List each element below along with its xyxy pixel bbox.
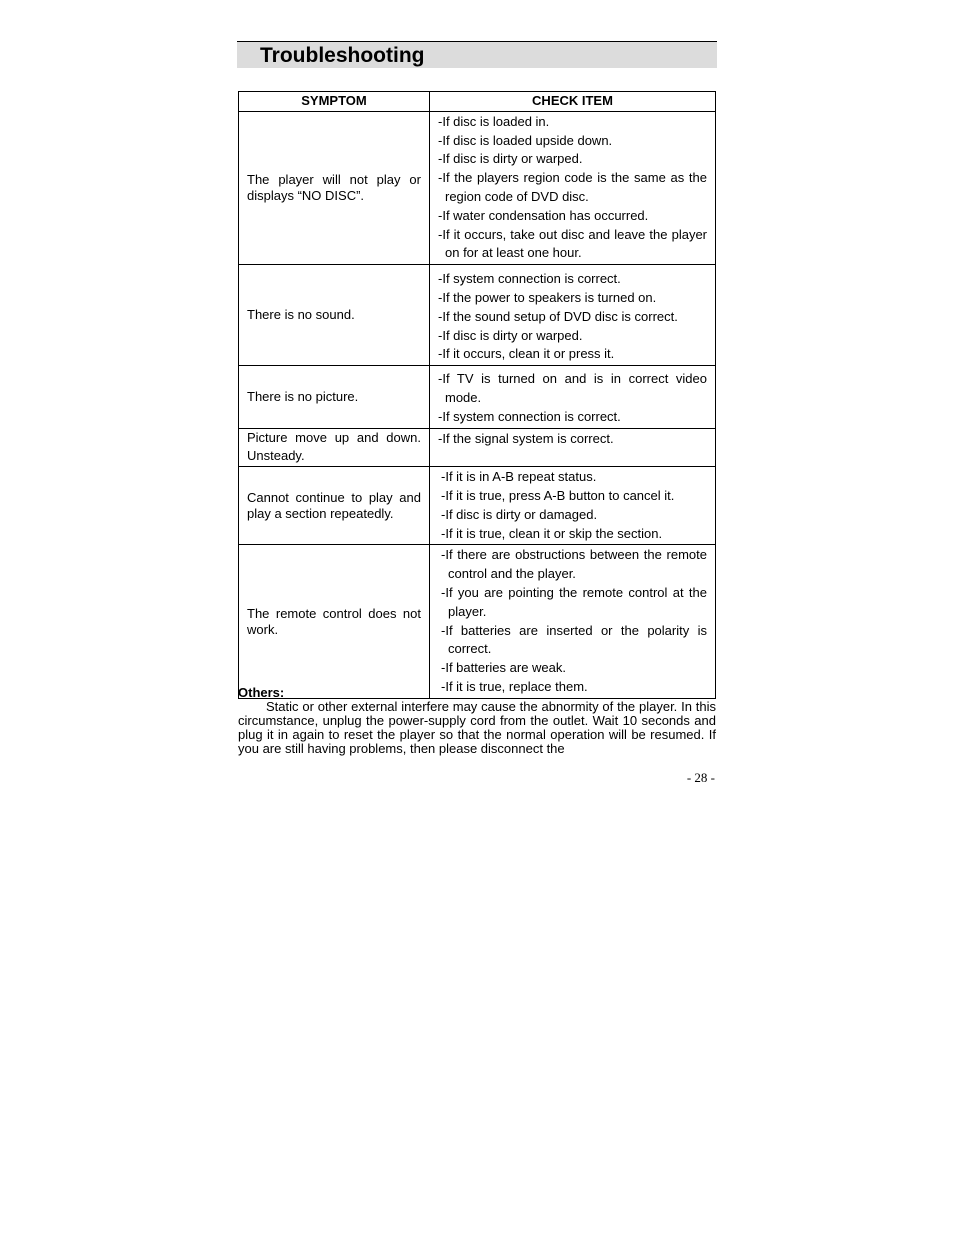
- check-item-column-header: CHECK ITEM: [430, 92, 716, 112]
- check-item: -If TV is turned on and is in correct video mode.: [438, 371, 707, 405]
- check-cell: [430, 265, 716, 366]
- others-heading: Others:: [238, 685, 285, 700]
- table-row: [239, 366, 716, 428]
- table-header-row: [239, 92, 716, 112]
- check-item: -If system connection is correct.: [438, 271, 621, 287]
- check-item: -If you are pointing the remote control at the player.: [441, 584, 707, 619]
- check-item: -If it occurs, take out disc and leave the player on for at least one hour.: [438, 226, 707, 261]
- symptom-cell: There is no sound.: [239, 265, 430, 366]
- check-item: -If system connection is correct.: [438, 408, 621, 424]
- check-item: -If it is true, replace them.: [441, 678, 588, 694]
- others-section: [238, 686, 716, 756]
- manual-page: [237, 41, 717, 785]
- check-cell: [430, 545, 716, 698]
- symptom-cell: The player will not play or displays “NO DISC”.: [239, 111, 430, 264]
- check-item: -If it is true, press A-B button to cancel it.: [441, 487, 675, 503]
- check-item: -If it occurs, clean it or press it.: [438, 346, 615, 362]
- symptom-cell: The remote control does not work.: [239, 545, 430, 698]
- check-item: -If disc is dirty or damaged.: [441, 506, 598, 522]
- section-title-bar: [237, 41, 717, 68]
- page-title: Troubleshooting: [260, 44, 425, 67]
- check-item: -If the power to speakers is turned on.: [438, 289, 657, 305]
- others-paragraph: Static or other external interfere may cause the abnormity of the player. In this circumstance, unplug the power-supply cord from the outlet. Wait 10 seconds and plug it in again to reset the player so that the normal operation will be resumed. If you are still having problems, then please disconnect the: [238, 699, 716, 756]
- check-item: -If batteries are weak.: [441, 660, 566, 676]
- troubleshooting-table: [238, 91, 716, 699]
- check-item: -If the players region code is the same as the region code of DVD disc.: [438, 170, 707, 204]
- check-item: -If it is in A-B repeat status.: [441, 469, 597, 485]
- symptom-column-header: SYMPTOM: [239, 92, 430, 112]
- check-item: -If it is true, clean it or skip the section.: [441, 525, 663, 541]
- page-number: - 28 -: [686, 770, 715, 785]
- check-cell: [430, 467, 716, 545]
- check-item: -If disc is loaded upside down.: [438, 132, 613, 148]
- table-row: [239, 545, 716, 698]
- check-cell: [430, 366, 716, 428]
- check-item: -If disc is loaded in.: [438, 113, 550, 129]
- symptom-cell: Cannot continue to play and play a section repeatedly.: [239, 467, 430, 545]
- check-item: -If water condensation has occurred.: [438, 207, 649, 223]
- check-item: -If there are obstructions between the remote control and the player.: [441, 547, 707, 582]
- symptom-cell: There is no picture.: [239, 366, 430, 428]
- check-item: -If disc is dirty or warped.: [438, 151, 583, 167]
- table-row: [239, 265, 716, 366]
- table-row: [239, 111, 716, 264]
- check-item: -If the signal system is correct.: [438, 430, 614, 446]
- check-item: -If batteries are inserted or the polarity is correct.: [441, 622, 707, 657]
- check-item: -If disc is dirty or warped.: [438, 327, 583, 343]
- table-row: [239, 467, 716, 545]
- check-item: -If the sound setup of DVD disc is correct.: [438, 308, 678, 324]
- check-cell: [430, 111, 716, 264]
- symptom-cell: Picture move up and down. Unsteady.: [239, 428, 430, 467]
- check-cell: [430, 428, 716, 467]
- table-row: [239, 428, 716, 467]
